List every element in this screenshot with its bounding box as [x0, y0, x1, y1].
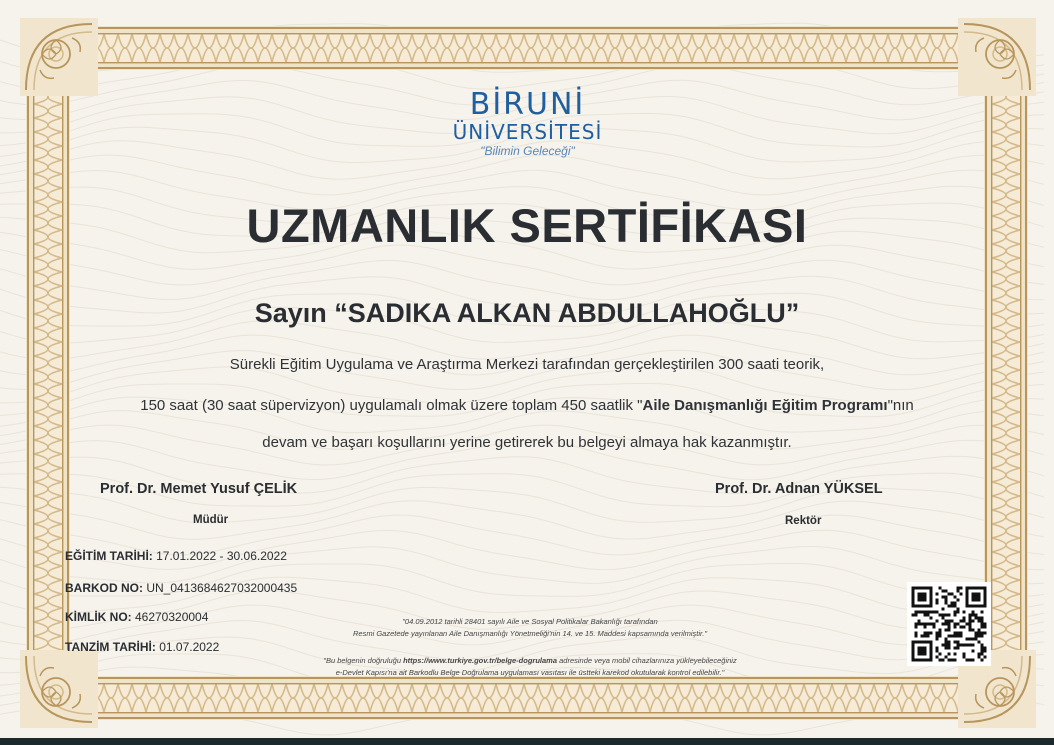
legal-line-3-post: adresinde veya mobil cihazlarınıza yükleyebileceğiniz: [557, 656, 737, 665]
body-line-2: [0, 397, 1054, 414]
barcode-value: UN_0413684627032000435: [143, 581, 298, 595]
bottom-strip: [0, 738, 1054, 745]
certificate-title: UZMANLIK SERTİFİKASI: [246, 199, 808, 252]
logo-subname: ÜNİVERSİTESİ: [452, 120, 603, 144]
issue-date-label: TANZİM TARİHİ:: [65, 640, 156, 654]
id-number: [65, 610, 208, 624]
ornament-corner-icon: [20, 18, 98, 96]
barcode-label: BARKOD NO:: [65, 581, 143, 595]
university-logo: [440, 88, 615, 172]
issue-date: [65, 640, 219, 654]
recipient-name: Sayın “SADIKA ALKAN ABDULLAHOĞLU”: [254, 298, 800, 328]
id-label: KİMLİK NO:: [65, 610, 132, 624]
verification-url: https://www.turkiye.gov.tr/belge-dogrulama: [403, 656, 558, 665]
program-name: Aile Danışmanlığı Eğitim Programı: [642, 397, 888, 414]
signer-2-role: Rektör: [785, 515, 822, 527]
legal-line-1: "04.09.2012 tarihli 28401 sayılı Aile ve Sosyal Politikalar Bakanlığı tarafından: [402, 617, 658, 626]
body-line-3: devam ve başarı koşullarını yerine getirerek bu belgeyi almaya hak kazanmıştır.: [262, 434, 792, 451]
issue-date-value: 01.07.2022: [155, 640, 220, 654]
training-date-value: 17.01.2022 - 30.06.2022: [152, 549, 287, 563]
id-value: 46270320004: [131, 610, 209, 624]
logo-tagline: "Bilimin Geleceği": [480, 144, 575, 158]
training-date-label: EĞİTİM TARİHİ:: [65, 549, 153, 563]
legal-line-2: Resmi Gazetede yayınlanan Aile Danışmanlığı Yönetmeliği'nin 14. ve 15. Maddesi kapsamında verilmiştir.": [353, 629, 707, 638]
body-line-1: Sürekli Eğitim Uygulama ve Araştırma Merkezi tarafından gerçekleştirilen 300 saati teorik,: [229, 356, 825, 373]
signer-2-name: Prof. Dr. Adnan YÜKSEL: [715, 481, 883, 497]
border-right: [984, 96, 1028, 656]
barcode-number: [65, 581, 297, 595]
border-top: [96, 26, 958, 70]
ornament-corner-icon: [20, 650, 98, 728]
legal-line-3: [225, 656, 835, 665]
ornament-corner-icon: [958, 18, 1036, 96]
signer-1-name: Prof. Dr. Memet Yusuf ÇELİK: [100, 481, 298, 497]
logo-name: BİRUNİ: [469, 87, 586, 122]
body-line-2-pre: 150 saat (30 saat süpervizyon) uygulamalı olmak üzere toplam 450 saatlik ": [140, 397, 643, 414]
border-bottom: [96, 676, 958, 720]
signer-1-role: Müdür: [193, 514, 229, 526]
legal-line-3-pre: "Bu belgenin doğruluğu: [323, 656, 404, 665]
training-date: [65, 549, 287, 563]
legal-line-4: e-Devlet Kapısı'na ait Barkodlu Belge Doğrulama uygulaması vasıtası ile üstteki karekod okutularak kontrol edilebilir.": [335, 668, 725, 677]
qr-code-icon[interactable]: [907, 582, 991, 666]
body-line-2-post: "nın: [887, 397, 914, 414]
border-left: [26, 96, 70, 656]
